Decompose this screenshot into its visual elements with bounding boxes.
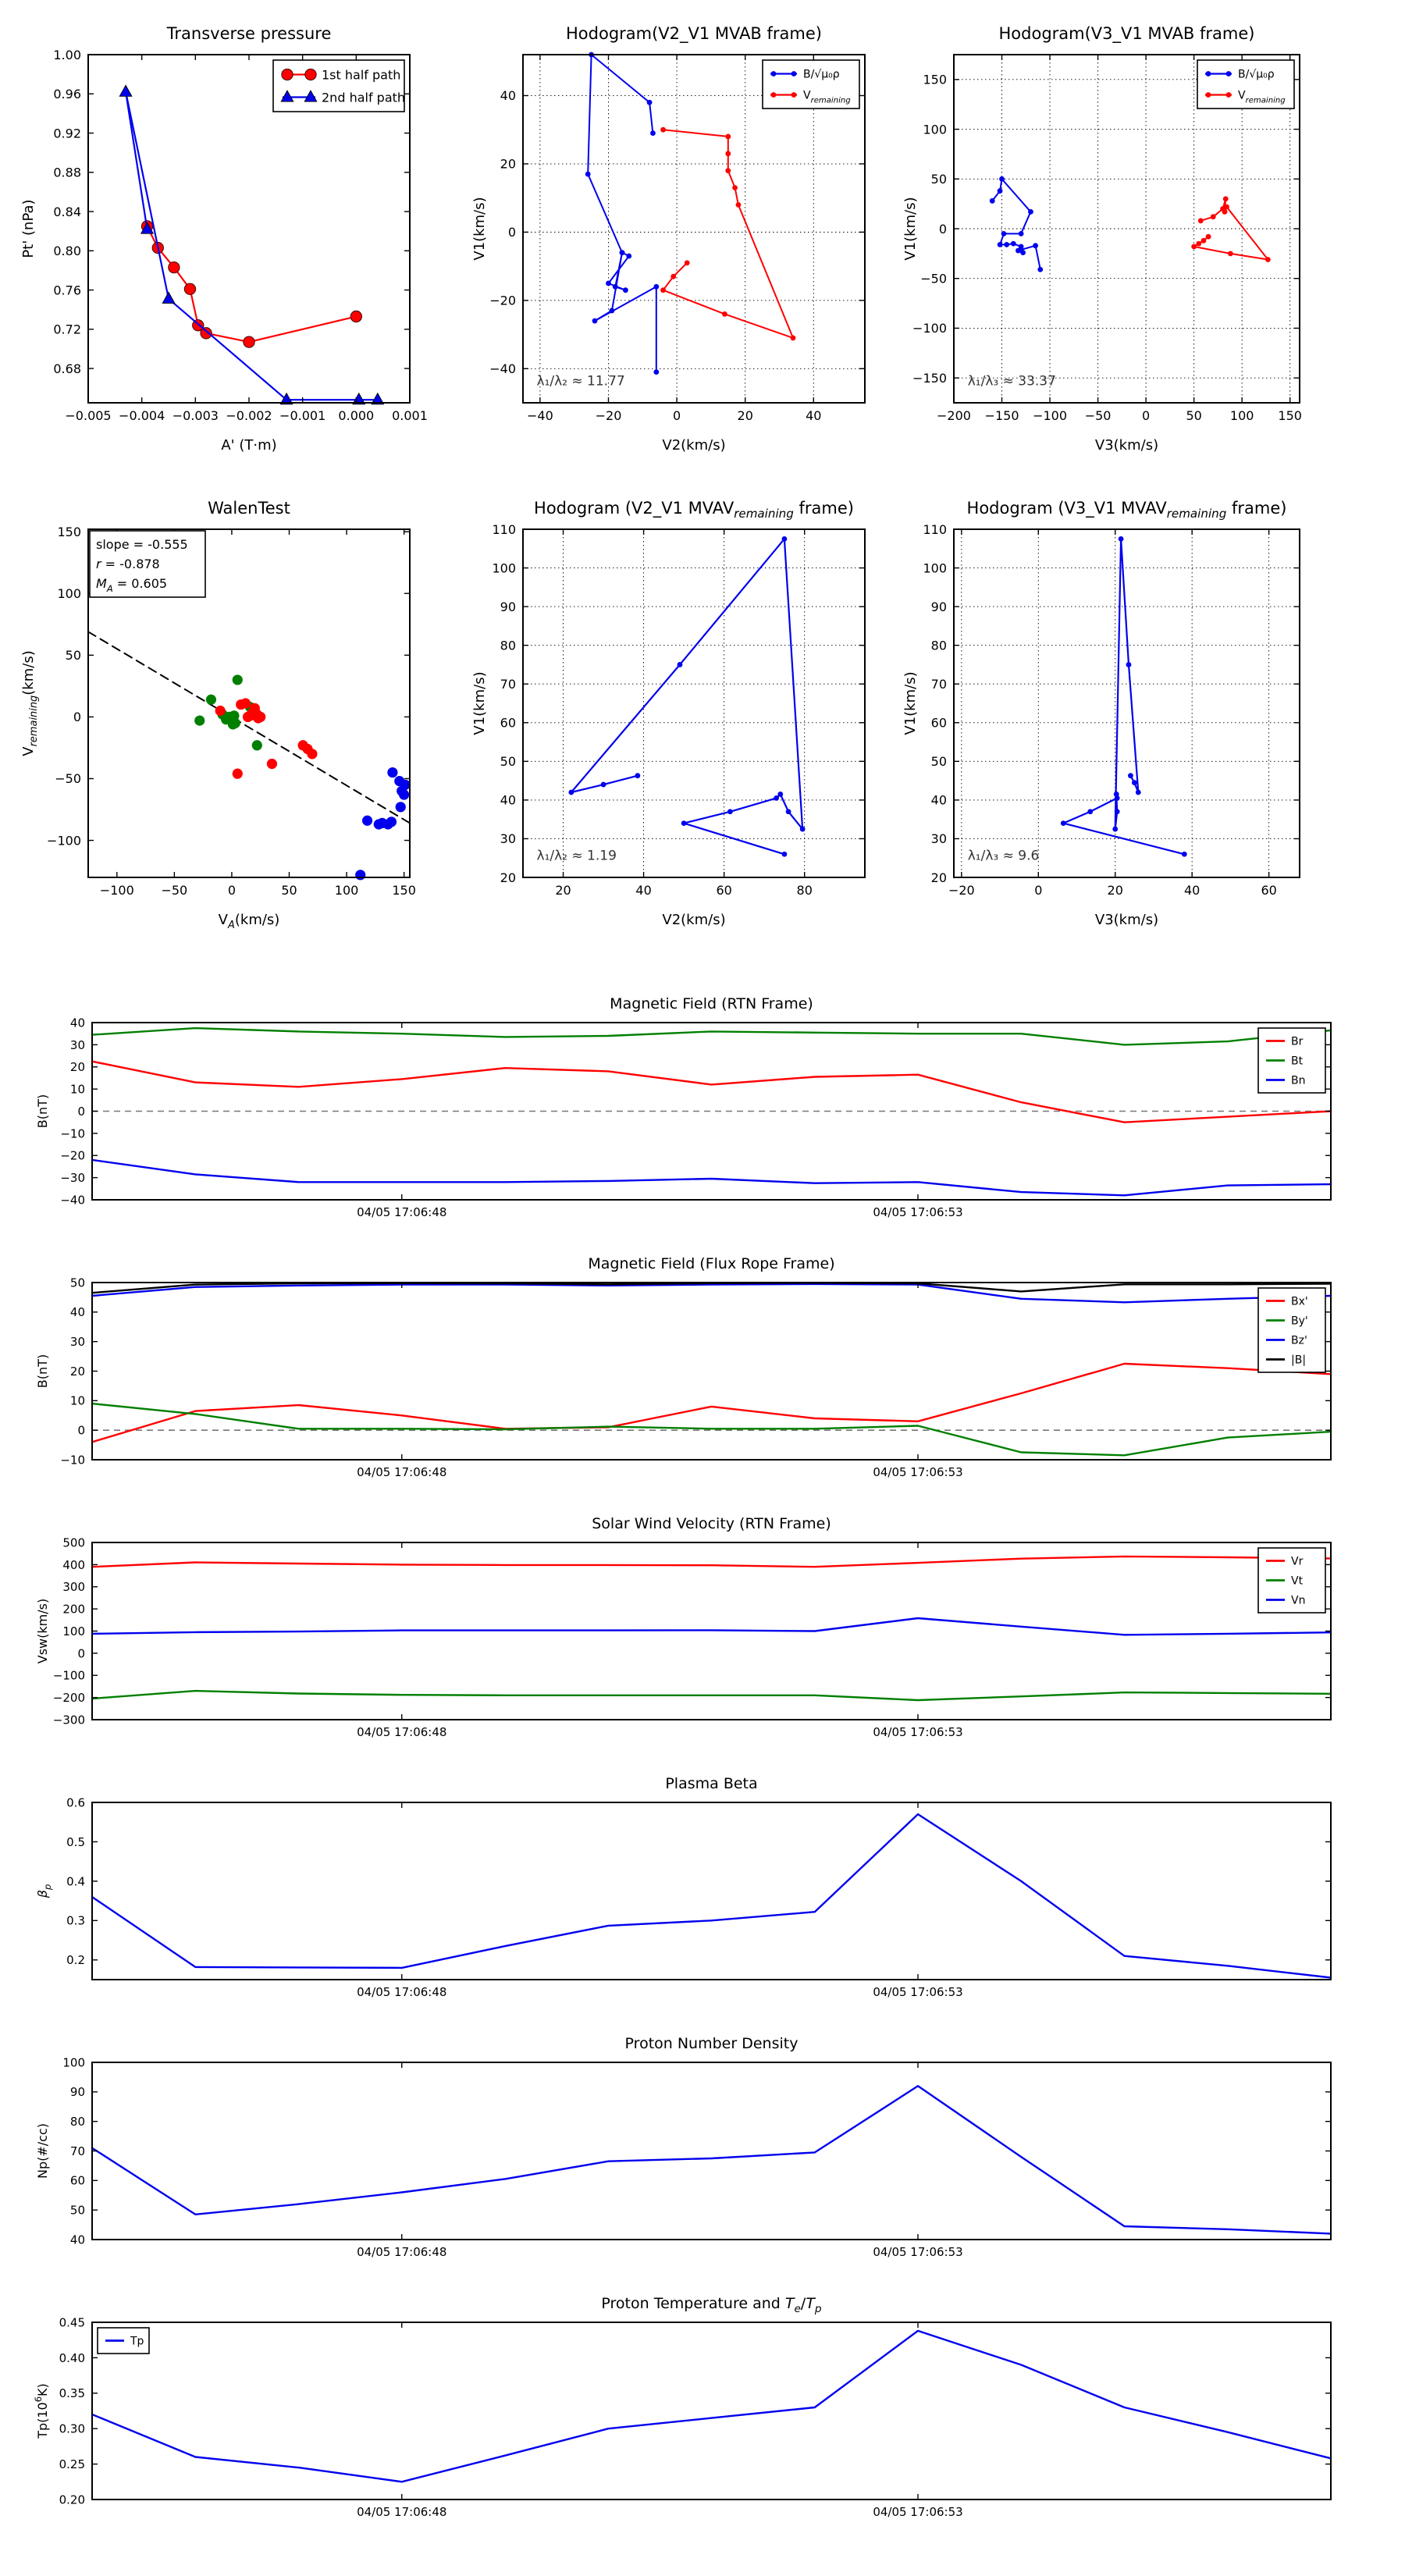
legend-label: 2nd half path [322,90,406,105]
y-tick-label: 90 [69,2085,85,2100]
y-tick-label: 50 [69,2203,85,2218]
y-tick-label: 0.45 [59,2315,85,2330]
y-tick-label: 0.6 [66,1795,85,1810]
hodogram-v2v1-mvav-title: Hodogram (V2_V1 $MVAV_{remaining}$ frame) [534,499,854,521]
y-axis-label: V1(km/s) [471,671,488,735]
x-tick-label: 0 [1034,883,1043,898]
y-axis-label: B(nT) [35,1354,50,1389]
legend-label: Vr [1291,1555,1304,1568]
y-tick-label: 30 [69,1335,85,1350]
y-tick-label: 0.80 [53,244,81,259]
y-tick-label: 30 [69,1037,85,1052]
x-tick-label: 04/05 17:06:53 [873,1725,963,1739]
y-tick-label: 0.2 [66,1953,85,1968]
y-tick-label: 50 [500,754,516,770]
transverse-pressure-title: Transverse pressure [166,24,332,43]
y-axis-label: V1(km/s) [471,197,488,261]
x-tick-label: −50 [1084,408,1112,423]
chart-plasma-beta [23,1765,1382,2025]
y-tick-label: 100 [62,1624,85,1638]
series-Vt [92,1691,1331,1700]
series-1st half path [148,226,357,342]
axes-frame [92,1802,1331,1980]
y-tick-label: 50 [69,1276,85,1290]
proton-number-density-svg [23,2025,1382,2285]
y-tick-label: 500 [62,1535,85,1550]
y-tick-label: 1.00 [53,47,81,62]
chart-magnetic-field-rtn [23,985,1382,1245]
y-tick-label: −50 [55,771,81,787]
x-tick-label: 04/05 17:06:48 [357,2245,447,2259]
x-tick-label: −0.001 [279,408,326,423]
y-tick-label: 400 [62,1557,85,1572]
y-tick-label: 150 [923,72,947,87]
y-tick-label: 0.20 [59,2492,85,2507]
proton-number-density-title: Proton Number Density [624,2035,799,2052]
legend-label: Bt [1291,1055,1304,1068]
walen-test-title: WalenTest [208,499,290,518]
y-tick-label: 110 [492,521,516,537]
legend-label: |B| [1291,1354,1307,1367]
axes-frame [92,1283,1331,1460]
y-tick-label: 100 [492,560,516,576]
y-tick-label: 60 [930,715,947,731]
y-tick-label: −50 [920,271,947,286]
series-V hodogram [571,539,802,854]
series-walen fit [88,632,410,823]
transverse-pressure-svg [16,6,441,475]
y-tick-label: −30 [60,1171,85,1186]
y-tick-label: 20 [69,1364,85,1379]
x-tick-label: 04/05 17:06:53 [873,1205,963,1219]
series-Vr [92,1557,1331,1567]
hodogram-v2v1-mvav-svg [467,481,896,949]
y-tick-label: 0 [77,1104,85,1119]
lambda-annotation: λ₁/λ₂ ≈ 11.77 [536,373,625,390]
legend-label: Br [1291,1035,1304,1048]
x-axis-label: V3(km/s) [1094,912,1159,928]
legend-label: B/√μ₀ρ [1238,68,1275,81]
hodogram-v3v1-mvav-title: Hodogram (V3_V1 $MVAV_{remaining}$ frame) [966,499,1287,521]
y-tick-label: 20 [500,870,516,885]
x-axis-label: V2(km/s) [662,912,726,928]
y-tick-label: 90 [500,599,516,614]
y-tick-label: 0.5 [66,1834,85,1849]
x-tick-label: 04/05 17:06:48 [357,1465,447,1479]
x-tick-label: 100 [1229,408,1254,423]
y-axis-label: Vsw(km/s) [35,1598,50,1664]
y-tick-label: 0.25 [59,2457,85,2471]
y-tick-label: 110 [923,521,947,537]
x-tick-label: 0.000 [338,408,375,423]
y-tick-label: −100 [52,1668,85,1683]
y-tick-label: −20 [60,1148,85,1163]
x-tick-label: 20 [555,883,571,898]
x-tick-label: 04/05 17:06:53 [873,2245,963,2259]
y-tick-label: 0.4 [66,1874,85,1889]
x-tick-label: −100 [1033,408,1068,423]
legend-label: Vn [1291,1594,1306,1607]
walen-test-svg [16,481,441,949]
y-tick-label: 70 [930,676,947,692]
y-tick-label: 0 [73,710,81,725]
y-tick-label: 0.40 [59,2350,85,2365]
y-axis-label: B(nT) [35,1094,50,1129]
y-tick-label: 40 [69,1305,85,1320]
y-tick-label: 0.30 [59,2421,85,2436]
y-tick-label: 0 [77,1646,85,1661]
x-tick-label: 04/05 17:06:48 [357,1725,447,1739]
chart-hodogram-v3v1-mvav [898,481,1331,949]
x-axis-label: A' (T·m) [221,437,277,454]
x-tick-label: −100 [99,883,134,898]
legend-label: Bz' [1291,1334,1307,1347]
y-tick-label: 0.96 [53,87,81,102]
y-tick-label: 50 [930,754,947,770]
legend-label: By' [1291,1315,1308,1328]
y-axis-label: Pt' (nPa) [20,199,37,258]
legend-label: 1st half path [322,67,401,83]
y-tick-label: −100 [912,321,947,336]
hodogram-v2v1-mvab-title: Hodogram(V2_V1 MVAB frame) [566,24,822,43]
y-tick-label: 40 [69,1016,85,1030]
x-tick-label: 04/05 17:06:48 [357,1205,447,1219]
x-tick-label: −0.002 [226,408,272,423]
y-tick-label: 50 [930,172,947,187]
axes-frame [92,2062,1331,2240]
y-tick-label: 150 [57,524,81,539]
stats-line: $M_A = 0.605$ [96,576,168,594]
y-axis-label: V1(km/s) [902,671,919,735]
y-tick-label: 0 [507,225,516,240]
x-tick-label: 0 [1142,408,1151,423]
x-tick-label: −20 [948,883,975,898]
series-Np [92,2086,1331,2233]
y-tick-label: 0.72 [53,322,81,337]
x-tick-label: 20 [737,408,753,423]
legend-label: Bn [1291,1074,1306,1087]
x-tick-label: 04/05 17:06:53 [873,1985,963,1999]
x-tick-label: 40 [635,883,652,898]
y-tick-label: 80 [930,638,947,653]
legend-label: $V_{remaining}$ [803,89,851,105]
legend-label: B/√μ₀ρ [803,68,840,81]
y-tick-label: 0.35 [59,2386,85,2401]
hodogram-v3v1-mvab-title: Hodogram(V3_V1 MVAB frame) [998,24,1255,43]
y-tick-label: 300 [62,1580,85,1595]
axes-frame [954,529,1300,877]
x-tick-label: 04/05 17:06:48 [357,1985,447,1999]
x-tick-label: 150 [392,883,416,898]
chart-walen-test [16,481,441,949]
mag-flux-rope-svg [23,1245,1382,1505]
chart-magnetic-field-flux-rope [23,1245,1382,1505]
y-tick-label: 0.88 [53,165,81,180]
y-tick-label: 40 [500,88,516,104]
y-axis-label: $V_{remaining}(km/s)$ [20,650,40,756]
y-tick-label: −40 [60,1193,85,1208]
y-tick-label: −100 [47,833,81,849]
legend-label: Bx' [1291,1295,1308,1308]
chart-transverse-pressure [16,6,441,475]
y-tick-label: 40 [69,2233,85,2247]
lambda-annotation: λ₁/λ₃ ≈ 9.6 [967,848,1040,864]
y-tick-label: 100 [923,122,947,137]
y-tick-label: 60 [69,2173,85,2188]
series-Bz' [92,1284,1331,1302]
y-tick-label: 10 [69,1082,85,1097]
x-tick-label: −40 [527,408,553,423]
y-tick-label: 30 [930,831,947,847]
y-tick-label: 20 [930,870,947,885]
x-tick-label: 150 [1278,408,1302,423]
x-tick-label: −0.005 [65,408,112,423]
series-Vn [92,1618,1331,1635]
y-tick-label: 10 [69,1393,85,1408]
chart-hodogram-v2v1-mvav [467,481,896,949]
plasma-beta-title: Plasma Beta [665,1775,758,1792]
x-tick-label: 0 [673,408,681,423]
y-tick-label: 90 [930,599,947,614]
legend-label: $V_{remaining}$ [1238,89,1286,105]
plasma-beta-svg [23,1765,1382,2025]
chart-proton-temperature [23,2285,1382,2545]
y-tick-label: 0.76 [53,283,81,298]
mag-rtn-svg [23,985,1382,1245]
x-tick-label: 50 [1186,408,1202,423]
x-axis-label: $V_A(km/s)$ [218,912,280,931]
hodogram-v3v1-mvab-svg [898,6,1331,475]
y-tick-label: 60 [500,715,516,731]
x-tick-label: 20 [1107,883,1123,898]
x-tick-label: 04/05 17:06:53 [873,2505,963,2519]
y-tick-label: 80 [69,2115,85,2129]
x-axis-label: V3(km/s) [1094,437,1159,454]
y-axis-label: V1(km/s) [902,197,919,261]
axes-frame [92,2322,1331,2500]
y-tick-label: 100 [57,586,81,602]
series-Tp [92,2331,1331,2482]
legend-label: Vt [1291,1574,1304,1588]
y-tick-label: −300 [52,1713,85,1727]
y-axis-label: $Tp(10^6K)$ [33,2383,50,2439]
y-tick-label: 0.92 [53,126,81,141]
axes-frame [523,529,865,877]
x-tick-label: 0 [227,883,237,898]
x-tick-label: 40 [806,408,822,423]
y-tick-label: −40 [489,361,516,377]
y-tick-label: −150 [912,370,947,386]
x-tick-label: −0.003 [172,408,219,423]
proton-temperature-title: Proton Temperature and $T_e/T_p$ [601,2295,822,2315]
x-tick-label: −20 [595,408,622,423]
solar-wind-velocity-svg [23,1505,1382,1765]
series-Bt [92,1028,1331,1044]
y-tick-label: −10 [60,1453,85,1468]
stats-line: slope = -0.555 [96,537,188,552]
x-tick-label: 04/05 17:06:53 [873,1465,963,1479]
y-tick-label: 20 [69,1060,85,1075]
x-axis-label: V2(km/s) [662,437,726,454]
y-tick-label: 100 [923,560,947,576]
series-2nd half path [126,92,378,400]
x-tick-label: −50 [161,883,188,898]
y-axis-label: $\beta_p$ [35,1884,53,1898]
chart-hodogram-v2v1-mvab [467,6,896,475]
y-tick-label: 0.3 [66,1913,85,1928]
x-tick-label: 100 [334,883,359,898]
series-V hodogram [1063,539,1184,854]
x-tick-label: 0.001 [392,408,428,423]
y-tick-label: 100 [62,2055,85,2070]
series-Br [92,1062,1331,1123]
y-tick-label: 0.84 [53,204,81,219]
series-By' [92,1404,1331,1455]
hodogram-v2v1-mvab-svg [467,6,896,475]
x-tick-label: 80 [796,883,813,898]
hodogram-v3v1-mvav-svg [898,481,1331,949]
y-tick-label: 40 [500,792,516,808]
series-beta_p [92,1814,1331,1977]
x-tick-label: −150 [984,408,1019,423]
y-tick-label: 70 [69,2144,85,2158]
chart-proton-number-density [23,2025,1382,2285]
x-tick-label: −200 [937,408,971,423]
x-tick-label: 60 [716,883,732,898]
mag-flux-rope-title: Magnetic Field (Flux Rope Frame) [588,1255,835,1272]
x-tick-label: 40 [1183,883,1200,898]
y-tick-label: 0.68 [53,361,81,376]
y-tick-label: 0 [77,1423,85,1438]
y-tick-label: 50 [65,648,81,664]
lambda-annotation: λ₁/λ₃ ≈ 33.37 [967,373,1056,390]
series-B/sqrt(mu0 rho) [588,55,656,372]
x-tick-label: −0.004 [119,408,165,423]
stats-line: r = -0.878 [96,557,160,571]
x-tick-label: 04/05 17:06:48 [357,2505,447,2519]
solar-wind-velocity-title: Solar Wind Velocity (RTN Frame) [592,1515,831,1532]
series-V remaining [1194,199,1268,260]
y-tick-label: 20 [500,156,516,172]
y-tick-label: 200 [62,1602,85,1617]
y-axis-label: Np(#/cc) [35,2123,50,2179]
lambda-annotation: λ₁/λ₂ ≈ 1.19 [536,848,617,864]
y-tick-label: 40 [930,792,947,808]
legend-label: Tp [130,2335,144,2348]
chart-solar-wind-velocity [23,1505,1382,1765]
y-tick-label: −20 [489,293,516,308]
series-V remaining [663,130,793,338]
y-tick-label: −10 [60,1126,85,1141]
mag-rtn-title: Magnetic Field (RTN Frame) [610,995,813,1012]
x-tick-label: 50 [281,883,297,898]
chart-hodogram-v3v1-mvab [898,6,1331,475]
proton-temperature-svg [23,2285,1382,2545]
x-tick-label: 60 [1261,883,1277,898]
series-Bn [92,1160,1331,1195]
y-tick-label: 30 [500,831,516,847]
y-tick-label: 80 [500,638,516,653]
y-tick-label: 70 [500,676,516,692]
y-tick-label: 0 [938,221,947,237]
y-tick-label: −200 [52,1691,85,1706]
